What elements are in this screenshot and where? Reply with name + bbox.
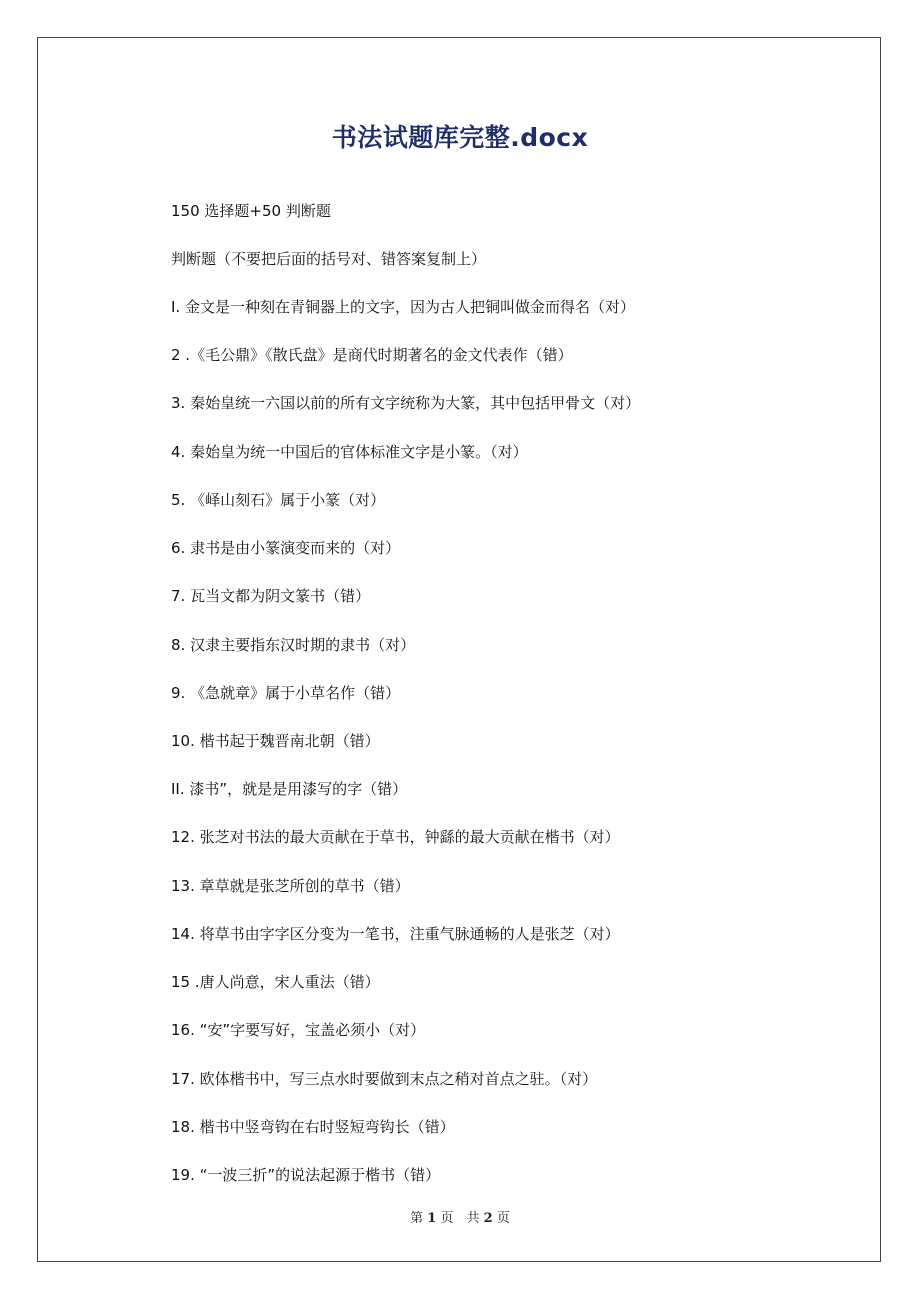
- footer-page-total: 2: [483, 1211, 493, 1226]
- question-item: 16. “安”字要写好，宝盖必须小（对）: [171, 1021, 426, 1039]
- question-item: 18. 楷书中竖弯钩在右时竖短弯钩长（错）: [171, 1118, 455, 1136]
- question-item: 15 .唐人尚意，宋人重法（错）: [171, 973, 380, 991]
- question-item: 3. 秦始皇统一六国以前的所有文字统称为大篆，其中包括甲骨文（对）: [171, 394, 641, 412]
- question-item: I. 金文是一种刻在青铜器上的文字，因为古人把铜叫做金而得名（对）: [171, 298, 635, 316]
- question-item: 2 .《毛公鼎》《散氏盘》是商代时期著名的金文代表作（错）: [171, 346, 573, 364]
- question-item: 7. 瓦当文都为阴文篆书（错）: [171, 587, 371, 605]
- question-item: 4. 秦始皇为统一中国后的官体标准文字是小篆。（对）: [171, 443, 528, 461]
- question-item: 19. “一波三折”的说法起源于楷书（错）: [171, 1166, 441, 1184]
- question-item: II. 漆书”，就是是用漆写的字（错）: [171, 780, 408, 798]
- footer-page-suffix: 页: [496, 1211, 510, 1226]
- question-item: 17. 欧体楷书中，写三点水时要做到末点之稍对首点之驻。（对）: [171, 1070, 598, 1088]
- question-item: 8. 汉隶主要指东汉时期的隶书（对）: [171, 636, 416, 654]
- question-item: 5. 《峄山刻石》属于小篆（对）: [171, 491, 386, 509]
- page-footer: [0, 1207, 920, 1226]
- footer-page-prefix: 第: [410, 1211, 424, 1226]
- footer-page-mid: 页 共: [440, 1211, 480, 1226]
- question-item: 9. 《急就章》属于小草名作（错）: [171, 684, 401, 702]
- instruction: 判断题（不要把后面的括号对、错答案复制上）: [171, 250, 487, 268]
- footer-page-current: 1: [427, 1211, 437, 1226]
- question-item: 14. 将草书由字字区分变为一笔书，注重气脉通畅的人是张芝（对）: [171, 925, 620, 943]
- subtitle: 150 选择题+50 判断题: [171, 202, 331, 220]
- document-title: 书法试题库完整.docx: [331, 123, 589, 152]
- question-item: 12. 张芝对书法的最大贡献在于草书，钟繇的最大贡献在楷书（对）: [171, 828, 620, 846]
- question-item: 10. 楷书起于魏晋南北朝（错）: [171, 732, 380, 750]
- question-item: 13. 章草就是张芝所创的草书（错）: [171, 877, 410, 895]
- question-item: 6. 隶书是由小篆演变而来的（对）: [171, 539, 401, 557]
